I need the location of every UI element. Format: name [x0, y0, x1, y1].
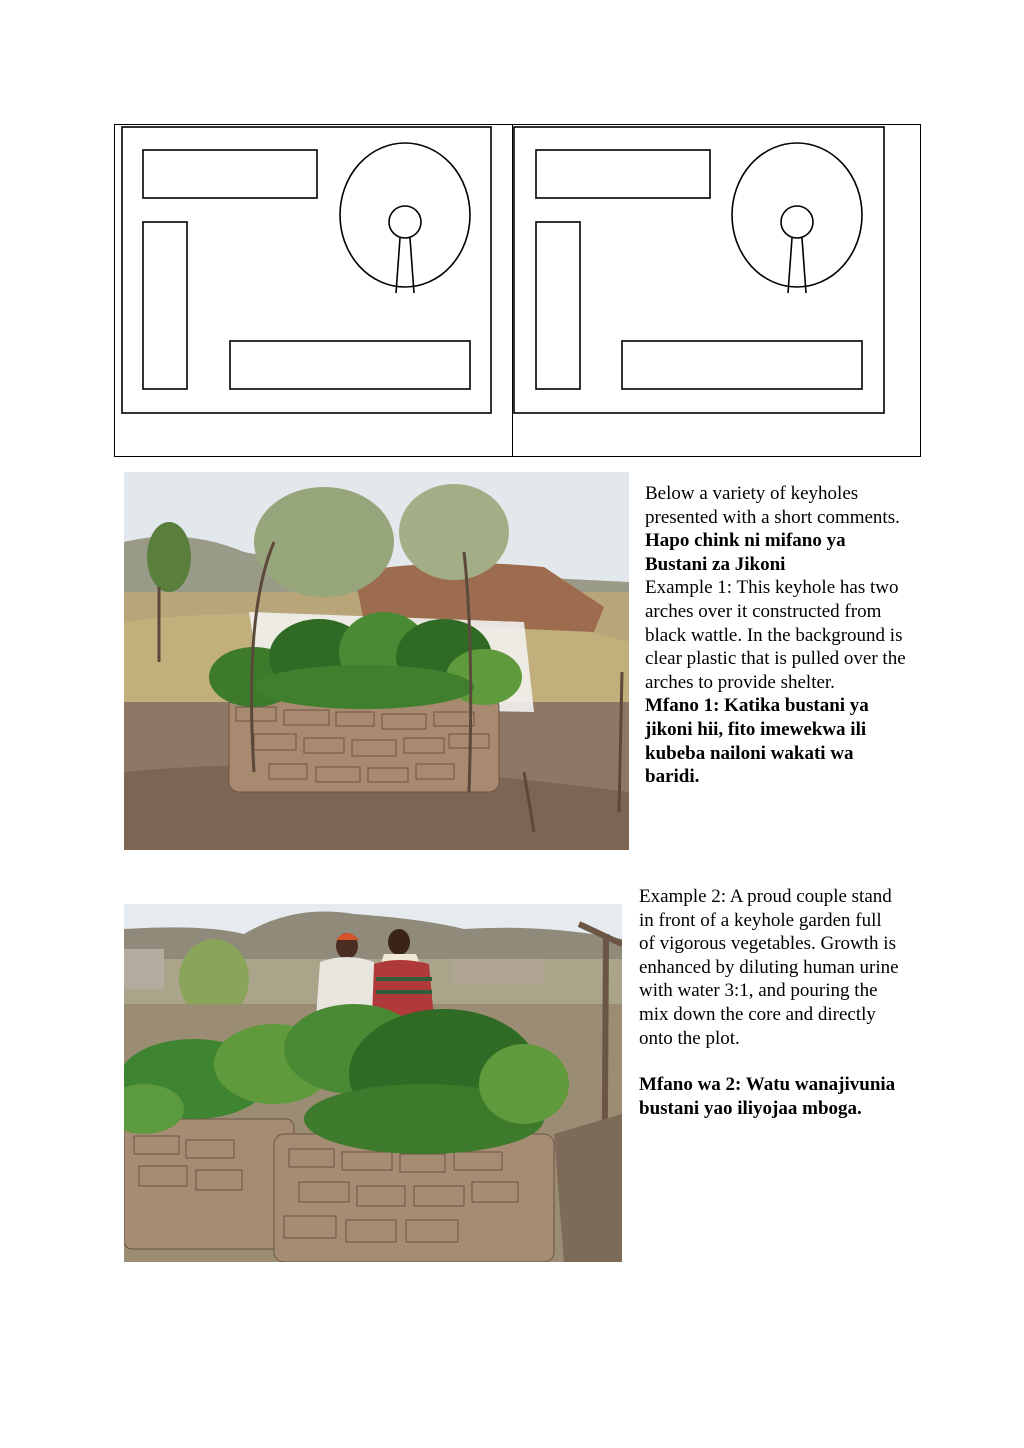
bed-left — [143, 222, 187, 389]
keyhole-bed — [732, 143, 862, 287]
example-1-swahili: Mfano 1: Katika bustani ya jikoni hii, fito imewekwa ili kubeba nailoni wakati wa baridi. — [645, 695, 869, 788]
example-2-swahili: Mfano wa 2: Watu wanajivunia bustani yao iliyojaa mboga. — [639, 1074, 896, 1119]
keyhole-core — [389, 206, 421, 238]
bed-top — [143, 150, 317, 198]
garden-layout-diagrams — [115, 125, 922, 458]
bed-bottom — [622, 341, 862, 389]
garden-plan-left — [122, 127, 491, 413]
intro-text: Below a variety of keyholes presented with a short comments. — [645, 483, 900, 528]
example-1-text: Example 1: This keyhole has two arches over it constructed from black wattle. In the background is clear plastic that is pulled over the arches to provide shelter. — [645, 577, 906, 693]
bed-bottom — [230, 341, 470, 389]
caption-example-1 — [645, 482, 907, 789]
bed-top — [536, 150, 710, 198]
plot-outline — [514, 127, 884, 413]
caption-example-2 — [639, 885, 901, 1120]
keyhole-core — [781, 206, 813, 238]
keyhole-path — [788, 238, 806, 293]
keyhole-garden-photo-2 — [124, 904, 622, 1262]
diagram-table — [114, 124, 921, 457]
example-2-text: Example 2: A proud couple stand in front of a keyhole garden full of vigorous vegetables. Growth is enhanced by diluting human urine with water 3:1, and pouring the mix down the core and directly onto the plot. — [639, 886, 899, 1049]
bed-left — [536, 222, 580, 389]
keyhole-path — [396, 238, 414, 293]
keyhole-garden-photo-1 — [124, 472, 629, 850]
intro-swahili: Hapo chink ni mifano ya Bustani za Jikoni — [645, 530, 846, 575]
garden-plan-right — [514, 127, 884, 413]
keyhole-bed — [340, 143, 470, 287]
plot-outline — [122, 127, 491, 413]
